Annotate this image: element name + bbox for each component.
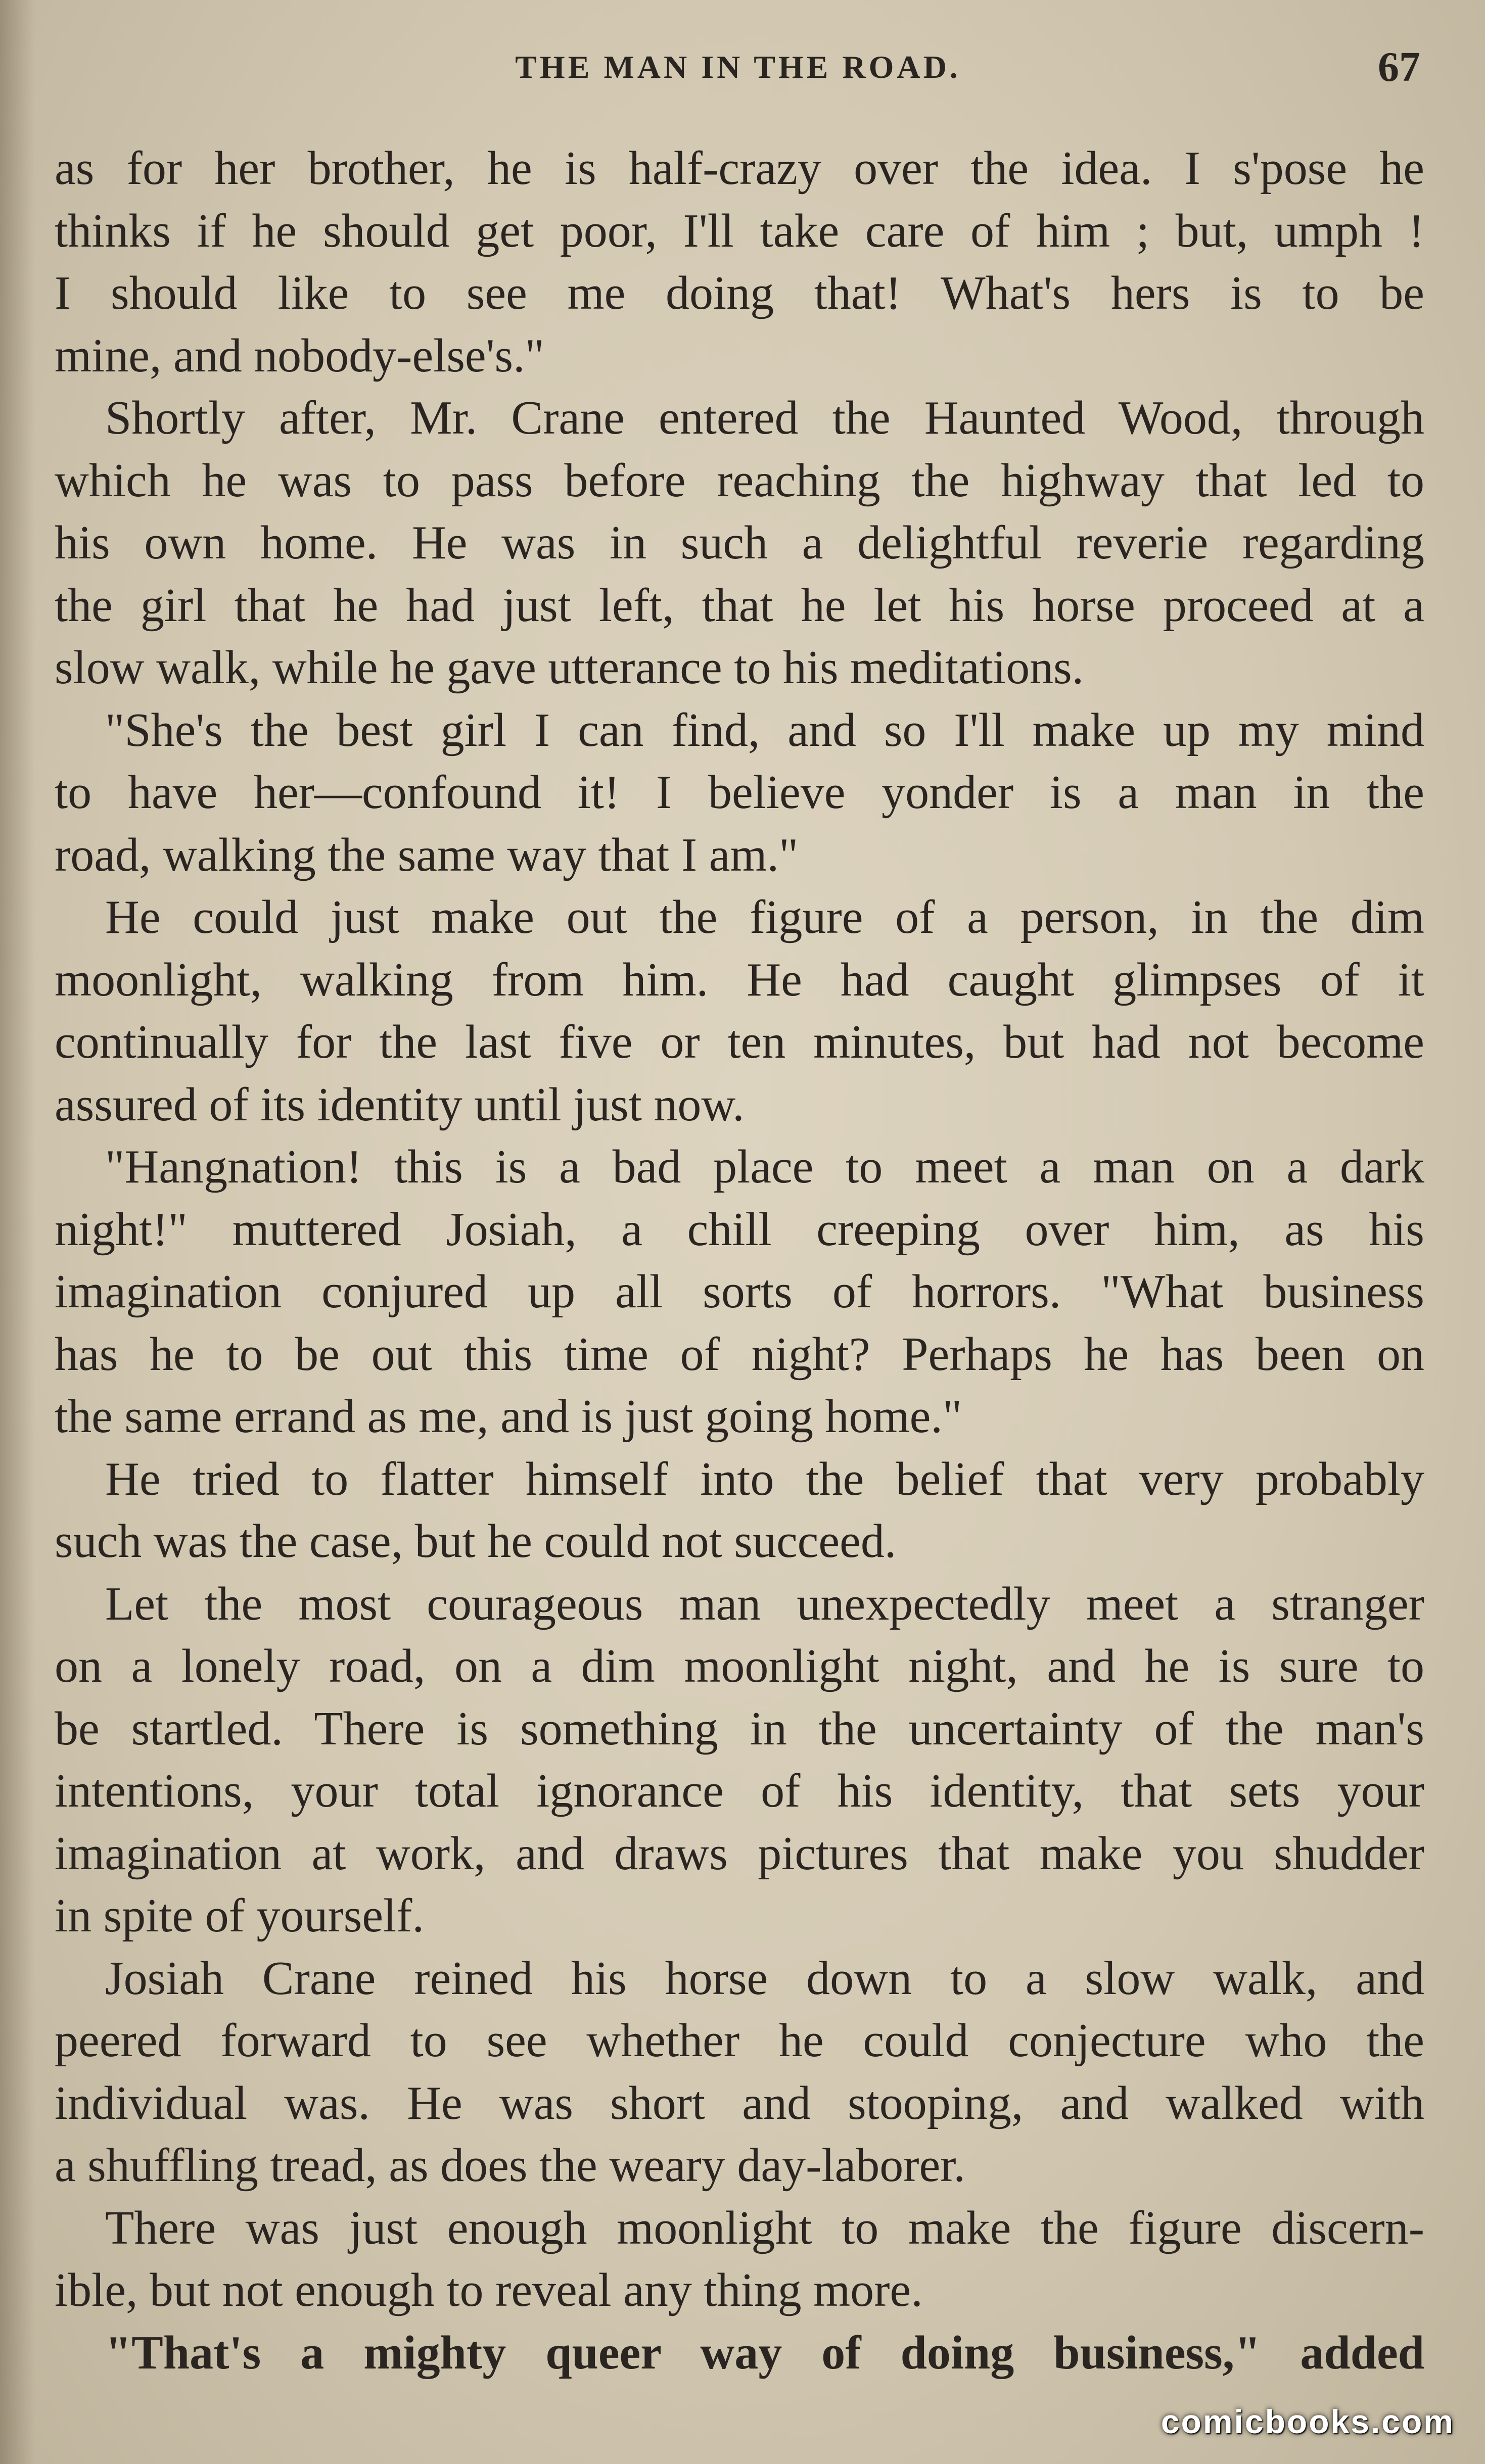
text-line: his own home. He was in such a delightful reverie regarding <box>55 516 1424 569</box>
text-line: slow walk, while he gave utterance to his meditations. <box>55 641 1084 694</box>
text-line: "Hangnation! this is a bad place to meet a man on a dark <box>105 1141 1424 1193</box>
text-line: imagination conjured up all sorts of horrors. "What business <box>55 1265 1424 1318</box>
text-line: Let the most courageous man unexpectedly meet a stranger <box>105 1577 1424 1630</box>
text-line: assured of its identity until just now. <box>55 1078 745 1131</box>
text-line: thinks if he should get poor, I'll take care of him ; but, umph ! <box>55 204 1424 257</box>
text-line: individual was. He was short and stooping, and walked with <box>55 2076 1424 2129</box>
text-line: as for her brother, he is half-crazy over the idea. I s'pose he <box>55 142 1424 195</box>
text-line: in spite of yourself. <box>55 1889 424 1942</box>
body-text <box>55 137 1424 2384</box>
text-line: to have her—confound it! I believe yonder is a man in the <box>55 766 1424 819</box>
text-line: which he was to pass before reaching the highway that led to <box>55 454 1424 507</box>
text-line: "She's the best girl I can find, and so I'll make up my mind <box>105 703 1424 756</box>
text-line: "That's a mighty queer way of doing business," added <box>105 2326 1424 2379</box>
text-line: on a lonely road, on a dim moonlight night, and he is sure to <box>55 1640 1424 1692</box>
text-line: Shortly after, Mr. Crane entered the Haunted Wood, through <box>105 392 1424 444</box>
text-line: peered forward to see whether he could conjecture who the <box>55 2014 1424 2067</box>
page-number: 67 <box>1378 43 1420 90</box>
text-line: the girl that he had just left, that he let his horse proceed at a <box>55 579 1424 632</box>
text-line: There was just enough moonlight to make the figure discern- <box>105 2201 1424 2254</box>
text-line: imagination at work, and draws pictures that make you shudder <box>55 1827 1424 1880</box>
text-line: Josiah Crane reined his horse down to a slow walk, and <box>105 1952 1424 2005</box>
text-line: be startled. There is something in the uncertainty of the man's <box>55 1702 1424 1755</box>
text-line: intentions, your total ignorance of his identity, that sets your <box>55 1765 1424 1817</box>
running-title: THE MAN IN THE ROAD. <box>515 49 961 85</box>
text-line: such was the case, but he could not succeed. <box>55 1515 897 1568</box>
text-line: He could just make out the figure of a person, in the dim <box>105 891 1424 943</box>
text-line: the same errand as me, and is just going home." <box>55 1390 962 1443</box>
text-line: ible, but not enough to reveal any thing more. <box>55 2264 923 2316</box>
text-line: continually for the last five or ten minutes, but had not become <box>55 1016 1424 1068</box>
text-line: night!" muttered Josiah, a chill creeping over him, as his <box>55 1203 1424 1256</box>
text-line: road, walking the same way that I am." <box>55 828 799 881</box>
text-line: has he to be out this time of night? Perhaps he has been on <box>55 1328 1424 1381</box>
text-line: moonlight, walking from him. He had caught glimpses of it <box>55 953 1424 1006</box>
text-line: I should like to see me doing that! What's hers is to be <box>55 267 1424 319</box>
site-watermark: comicbooks.com <box>1161 2403 1455 2440</box>
text-line: a shuffling tread, as does the weary day-laborer. <box>55 2139 965 2192</box>
running-head <box>56 39 1420 95</box>
page-gutter-shadow <box>0 0 35 2464</box>
text-line: He tried to flatter himself into the belief that very probably <box>105 1452 1424 1505</box>
text-line: mine, and nobody-else's." <box>55 329 545 382</box>
